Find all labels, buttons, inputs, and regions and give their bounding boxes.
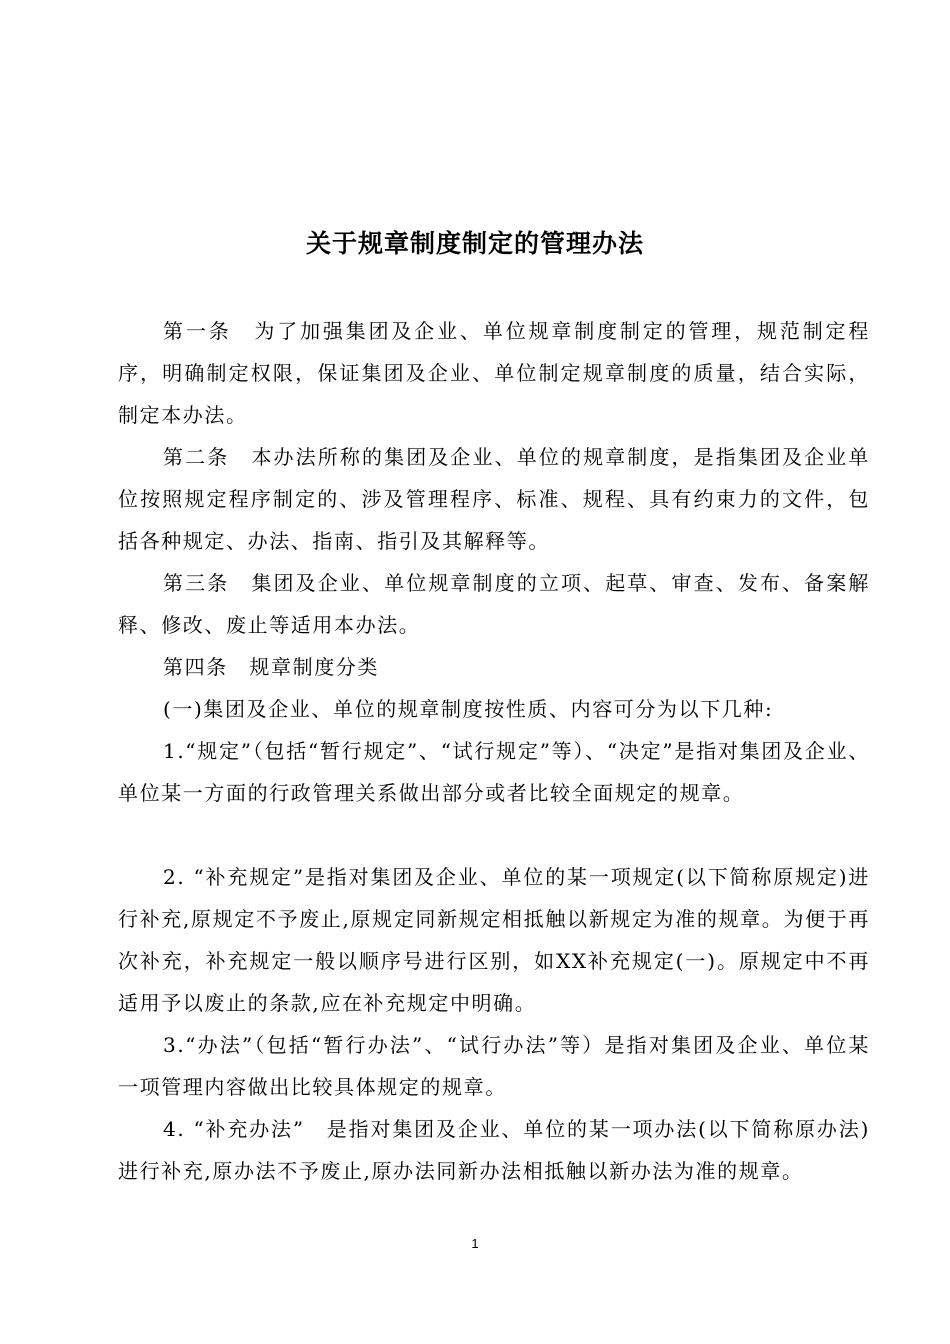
clause-1-intro: (一)集团及企业、单位的规章制度按性质、内容可分为以下几种:	[163, 697, 774, 721]
article-1: 第一条 为了加强集团及企业、单位规章制度制定的管理，规范制定程序，明确制定权限，保证集团及企业、单位制定规章制度的质量，结合实际，制定本办法。	[118, 319, 870, 427]
document-title: 关于规章制度制定的管理办法	[305, 229, 644, 258]
article-2: 第二条 本办法所称的集团及企业、单位的规章制度，是指集团及企业单位按照规定程序制定的、涉及管理程序、标准、规程、具有约束力的文件，包括各种规定、办法、指南、指引及其解释等。	[118, 445, 870, 553]
article-3: 第三条 集团及企业、单位规章制度的立项、起草、审查、发布、备案解释、修改、废止等适用本办法。	[118, 571, 870, 637]
item-1-regulation: 1.“规定”（包括“暂行规定”、“试行规定”等）、“决定”是指对集团及企业、单位某一方面的行政管理关系做出部分或者比较全面规定的规章。	[118, 739, 870, 805]
item-4-supplementary-measures: 4. “补充办法” 是指对集团及企业、单位的某一项办法(以下简称原办法)进行补充,原办法不予废止,原办法同新办法相抵触以新办法为准的规章。	[118, 1117, 870, 1183]
item-2-supplementary-regulation: 2. “补充规定”是指对集团及企业、单位的某一项规定(以下简称原规定)进行补充,原规定不予废止,原规定同新规定相抵触以新规定为准的规章。为便于再次补充，补充规定一般以顺序号进行区别，如XX补充规定(一)。原规定中不再适用予以废止的条款,应在补充规定中明确。	[118, 865, 870, 1015]
item-3-measures: 3.“办法”（包括“暂行办法”、“试行办法”等）是指对集团及企业、单位某一项管理内容做出比较具体规定的规章。	[118, 1033, 870, 1099]
document-body	[118, 310, 870, 1192]
page-number: 1	[471, 1236, 479, 1251]
article-4-heading: 第四条 规章制度分类	[163, 655, 379, 679]
